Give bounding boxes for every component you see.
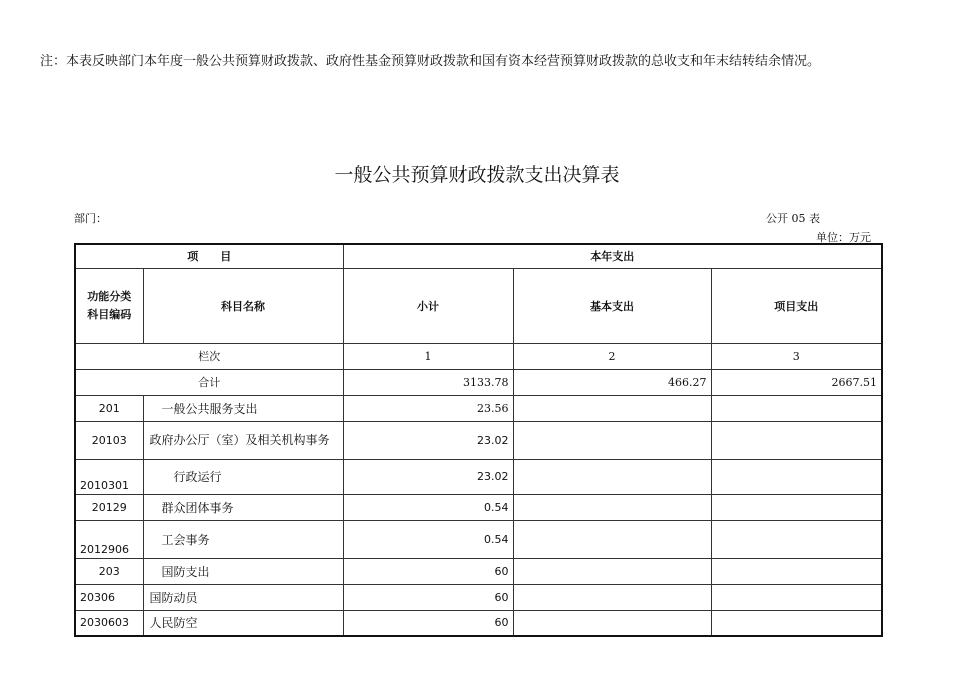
row-subtotal: 23.02: [343, 421, 513, 459]
column-index-3: 3: [711, 343, 882, 369]
budget-table: [74, 243, 883, 637]
row-name: 政府办公厅（室）及相关机构事务: [143, 421, 343, 459]
table-row: [75, 459, 882, 494]
row-basic: [513, 558, 711, 584]
row-subtotal: 0.54: [343, 520, 513, 558]
table-row: [75, 395, 882, 421]
project-header: 项 目: [75, 244, 343, 268]
column-index-label: 栏次: [75, 343, 343, 369]
total-project: 2667.51: [711, 369, 882, 395]
row-project: [711, 584, 882, 610]
function-code-header: 功能分类 科目编码: [75, 268, 143, 343]
row-code: 20306: [75, 584, 143, 610]
row-project: [711, 520, 882, 558]
row-project: [711, 459, 882, 494]
subtotal-header: 小计: [343, 268, 513, 343]
total-basic: 466.27: [513, 369, 711, 395]
row-basic: [513, 459, 711, 494]
table-note: 注：本表反映部门本年度一般公共预算财政拨款、政府性基金预算财政拨款和国有资本经营预算财政拨款的总收支和年末结转结余情况。: [40, 54, 821, 69]
table-row: [75, 610, 882, 636]
table-row: [75, 494, 882, 520]
column-index-1: 1: [343, 343, 513, 369]
table-row: [75, 584, 882, 610]
header-row-2: [75, 268, 882, 343]
row-code: 203: [75, 558, 143, 584]
table-title: 一般公共预算财政拨款支出决算表: [334, 164, 620, 186]
row-name: 国防动员: [143, 584, 343, 610]
row-basic: [513, 395, 711, 421]
total-label: 合计: [75, 369, 343, 395]
row-project: [711, 610, 882, 636]
row-project: [711, 395, 882, 421]
row-project: [711, 494, 882, 520]
row-subtotal: 23.56: [343, 395, 513, 421]
row-project: [711, 558, 882, 584]
basic-expense-header: 基本支出: [513, 268, 711, 343]
unit-label: 单位：万元: [816, 231, 871, 244]
row-basic: [513, 421, 711, 459]
department-label: 部门：: [74, 212, 107, 225]
row-subtotal: 60: [343, 610, 513, 636]
column-index-2: 2: [513, 343, 711, 369]
table-row: [75, 421, 882, 459]
total-row: [75, 369, 882, 395]
row-code: 2012906: [75, 520, 143, 558]
row-basic: [513, 494, 711, 520]
subject-name-header: 科目名称: [143, 268, 343, 343]
row-name: 工会事务: [143, 520, 343, 558]
row-code: 2010301: [75, 459, 143, 494]
row-code: 2030603: [75, 610, 143, 636]
total-subtotal: 3133.78: [343, 369, 513, 395]
row-name: 行政运行: [143, 459, 343, 494]
row-name: 人民防空: [143, 610, 343, 636]
table-row: [75, 558, 882, 584]
table-row: [75, 520, 882, 558]
row-name: 群众团体事务: [143, 494, 343, 520]
table-code: 公开 05 表: [766, 212, 820, 225]
row-subtotal: 23.02: [343, 459, 513, 494]
row-code: 20103: [75, 421, 143, 459]
row-subtotal: 60: [343, 584, 513, 610]
row-code: 20129: [75, 494, 143, 520]
row-basic: [513, 520, 711, 558]
row-project: [711, 421, 882, 459]
row-subtotal: 0.54: [343, 494, 513, 520]
row-name: 一般公共服务支出: [143, 395, 343, 421]
project-expense-header: 项目支出: [711, 268, 882, 343]
column-index-row: [75, 343, 882, 369]
row-basic: [513, 610, 711, 636]
row-subtotal: 60: [343, 558, 513, 584]
row-name: 国防支出: [143, 558, 343, 584]
row-basic: [513, 584, 711, 610]
current-year-expense-header: 本年支出: [343, 244, 882, 268]
header-row-1: [75, 244, 882, 268]
row-code: 201: [75, 395, 143, 421]
